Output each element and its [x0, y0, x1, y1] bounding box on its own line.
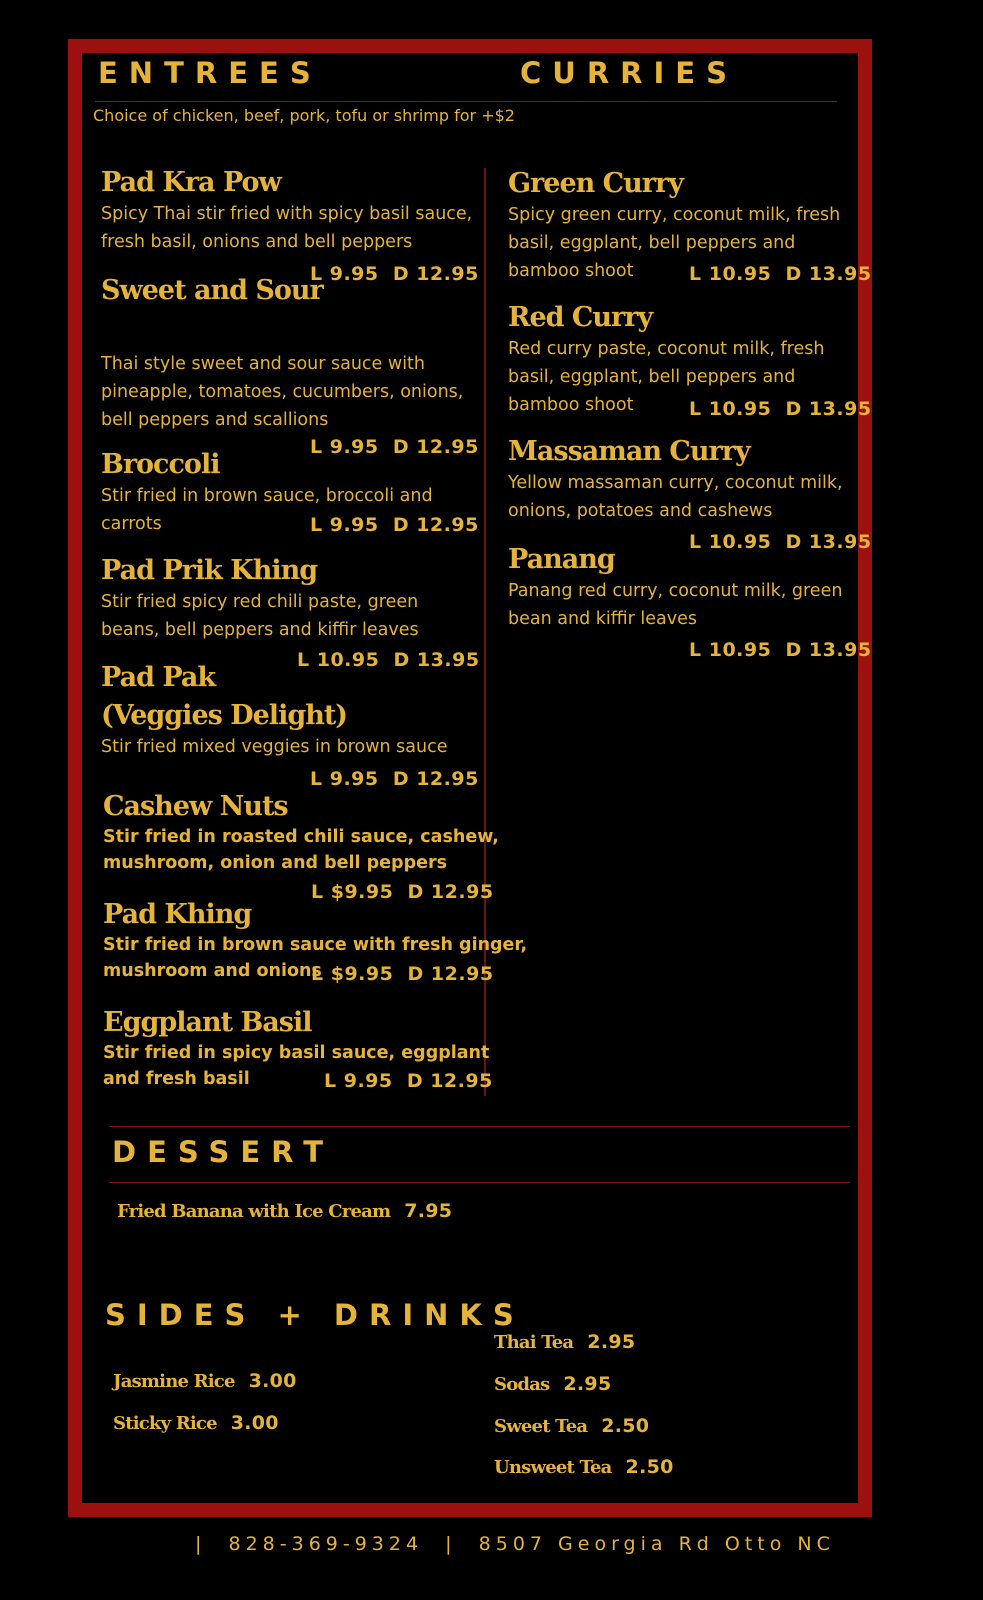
item-price: L 9.95 D 12.95 — [310, 768, 479, 790]
drink-unsweet-tea — [494, 1456, 674, 1478]
item-desc: Yellow massaman curry, coconut milk, — [508, 473, 843, 493]
item-desc: and fresh basil — [103, 1069, 250, 1089]
item-name: Sticky Rice — [113, 1413, 217, 1434]
entree-sweet-and-sour-desc — [101, 350, 463, 434]
item-name: Pad Khing — [103, 899, 252, 930]
item-price: L 10.95 D 13.95 — [689, 639, 872, 661]
item-price: 2.95 — [587, 1331, 636, 1353]
item-name: Green Curry — [508, 168, 683, 199]
dessert-fried-banana — [117, 1200, 452, 1222]
item-price: 3.00 — [230, 1412, 279, 1434]
item-name: Panang — [508, 544, 615, 575]
item-name: Fried Banana with Ice Cream — [117, 1201, 391, 1222]
item-name: (Veggies Delight) — [101, 700, 348, 731]
entrees-heading: ENTREES — [98, 56, 322, 90]
side-sticky-rice — [113, 1412, 279, 1434]
entree-pad-kra-pow — [101, 166, 472, 256]
sides-drinks-heading: SIDES + DRINKS — [105, 1298, 525, 1332]
item-desc: beans, bell peppers and kiffir leaves — [101, 620, 419, 640]
item-name: Thai Tea — [494, 1332, 574, 1353]
side-jasmine-rice — [113, 1370, 297, 1392]
item-price: L 9.95 D 12.95 — [310, 263, 479, 285]
item-price: L $9.95 D 12.95 — [311, 881, 494, 903]
item-price: 7.95 — [404, 1200, 453, 1222]
item-price: L 10.95 D 13.95 — [297, 649, 480, 671]
drink-sweet-tea — [494, 1415, 649, 1437]
item-desc: bamboo shoot — [508, 395, 634, 415]
item-desc: Thai style sweet and sour sauce with — [101, 354, 426, 374]
item-price: 2.50 — [601, 1415, 650, 1437]
item-price: L 10.95 D 13.95 — [689, 531, 872, 553]
curries-heading: CURRIES — [520, 56, 738, 90]
item-name: Sweet and Sour — [101, 275, 323, 306]
item-name: Cashew Nuts — [103, 791, 288, 822]
entree-pad-prik-khing — [101, 554, 419, 644]
item-price: 2.50 — [625, 1456, 674, 1478]
item-desc: carrots — [101, 514, 162, 534]
item-desc: Stir fried mixed veggies in brown sauce — [101, 737, 448, 757]
protein-note: Choice of chicken, beef, pork, tofu or shrimp for +$2 — [93, 106, 515, 125]
item-desc: fresh basil, onions and bell peppers — [101, 232, 413, 252]
item-desc: basil, eggplant, bell peppers and — [508, 233, 796, 253]
item-name: Red Curry — [508, 302, 653, 333]
entree-cashew-nuts — [103, 790, 499, 876]
curry-massaman — [508, 435, 843, 525]
item-price: L $9.95 D 12.95 — [311, 963, 494, 985]
dessert-bottom-divider — [109, 1182, 850, 1183]
item-name: Massaman Curry — [508, 436, 750, 467]
header-divider — [95, 101, 837, 102]
item-desc: Stir fried in spicy basil sauce, eggplant — [103, 1043, 490, 1063]
entree-pad-pak — [101, 661, 448, 761]
item-name: Unsweet Tea — [494, 1457, 612, 1478]
contact-footer: | 828-369-9324 | 8507 Georgia Rd Otto NC — [195, 1533, 835, 1555]
item-desc: mushroom, onion and bell peppers — [103, 853, 448, 873]
item-desc: onions, potatoes and cashews — [508, 501, 773, 521]
item-desc: Red curry paste, coconut milk, fresh — [508, 339, 825, 359]
item-desc: bamboo shoot — [508, 261, 634, 281]
item-desc: basil, eggplant, bell peppers and — [508, 367, 796, 387]
drink-thai-tea — [494, 1331, 635, 1353]
entree-sweet-and-sour — [101, 274, 323, 308]
item-price: 2.95 — [563, 1373, 612, 1395]
curry-panang — [508, 543, 842, 633]
item-name: Pad Kra Pow — [101, 167, 281, 198]
item-name: Eggplant Basil — [103, 1007, 312, 1038]
item-price: L 9.95 D 12.95 — [310, 514, 479, 536]
item-name: Sweet Tea — [494, 1416, 588, 1437]
item-desc: Spicy Thai stir fried with spicy basil sauce, — [101, 204, 473, 224]
item-desc: Stir fried spicy red chili paste, green — [101, 592, 419, 612]
item-name: Pad Prik Khing — [101, 555, 318, 586]
item-price: L 10.95 D 13.95 — [689, 263, 872, 285]
item-desc: Stir fried in brown sauce, broccoli and — [101, 486, 433, 506]
item-desc: Stir fried in brown sauce with fresh ginger, — [103, 935, 528, 955]
item-desc: pineapple, tomatoes, cucumbers, onions, — [101, 382, 464, 402]
item-price: 3.00 — [248, 1370, 297, 1392]
dessert-heading: DESSERT — [112, 1135, 334, 1169]
item-desc: bell peppers and scallions — [101, 410, 329, 430]
item-price: L 9.95 D 12.95 — [310, 436, 479, 458]
item-price: L 9.95 D 12.95 — [324, 1070, 493, 1092]
item-desc: Stir fried in roasted chili sauce, cashew, — [103, 827, 499, 847]
item-desc: bean and kiffir leaves — [508, 609, 698, 629]
item-name: Pad Pak — [101, 662, 216, 693]
item-name: Jasmine Rice — [113, 1371, 235, 1392]
item-name: Broccoli — [101, 449, 220, 480]
item-desc: mushroom and onions — [103, 961, 322, 981]
item-desc: Panang red curry, coconut milk, green — [508, 581, 843, 601]
item-name: Sodas — [494, 1374, 550, 1395]
dessert-top-divider — [109, 1126, 850, 1127]
item-price: L 10.95 D 13.95 — [689, 398, 872, 420]
item-desc: Spicy green curry, coconut milk, fresh — [508, 205, 841, 225]
drink-sodas — [494, 1373, 611, 1395]
